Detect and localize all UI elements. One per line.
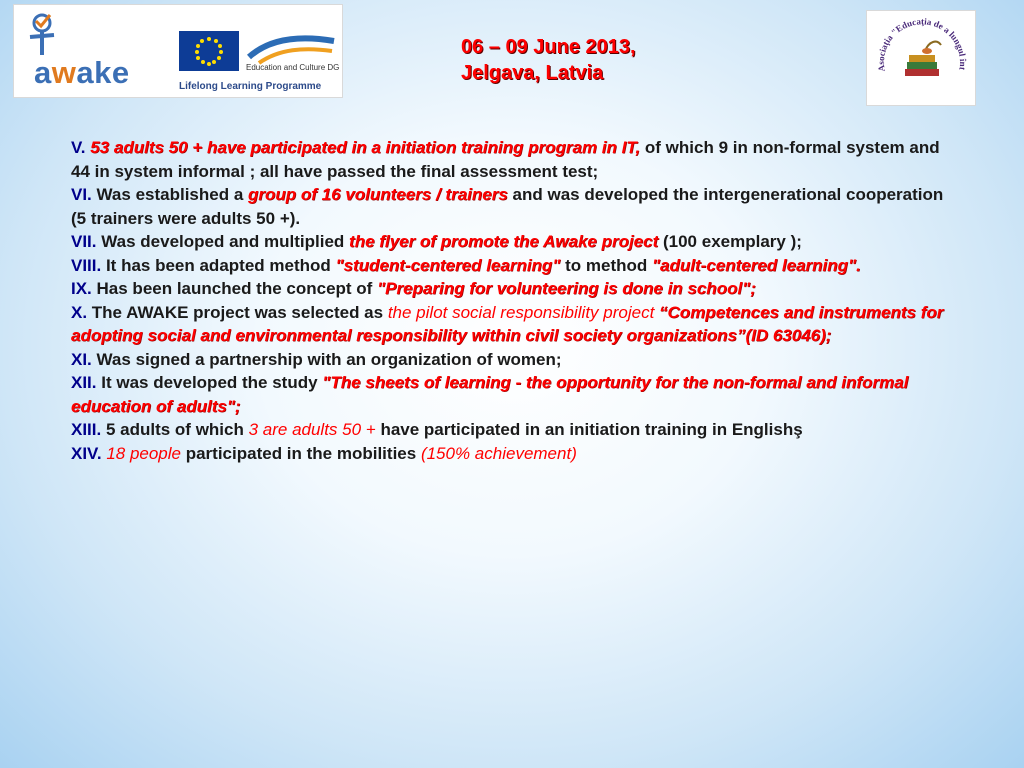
list-item: VI. Was established a group of 16 volunteers / trainers and was developed the intergenerational cooperation (5 trainers were adults 50 +). — [71, 185, 944, 228]
awake-letters-rest: ake — [76, 55, 130, 90]
awake-letter-a: a — [34, 55, 52, 90]
event-date-location — [461, 34, 636, 86]
list-item: XIII. 5 adults of which 3 are adults 50 + have participated in an initiation training in Englishş — [71, 420, 803, 439]
list-item: IX. Has been launched the concept of "Preparing for volunteering is done in school"; — [71, 279, 756, 298]
association-name-text: Asociaţia "Educaţia de a lungul înt — [875, 16, 969, 73]
awake-wordmark — [34, 55, 130, 91]
awake-figure-icon — [22, 11, 62, 61]
list-item: VIII. It has been adapted method "student-centered learning" to method "adult-centered learning". — [71, 255, 861, 275]
education-culture-text: Education and Culture DG — [246, 63, 340, 72]
list-item: XII. It was developed the study "The sheets of learning - the opportunity for the non-formal and informal education of adults"; — [71, 373, 909, 416]
list-item: XIV. 18 people participated in the mobilities (150% achievement) — [71, 443, 577, 463]
list-item: VII. Was developed and multiplied the flyer of promote the Awake project (100 exemplary ); — [71, 232, 802, 251]
awake-letter-w: w — [51, 55, 77, 90]
list-item: X. The AWAKE project was selected as the pilot social responsibility project “Competences and instruments for adopting social and environmental responsibility within civil society organizations”(ID 63046); — [71, 302, 944, 345]
awake-project-logo — [13, 4, 343, 98]
event-date: 06 – 09 June 2013, — [461, 36, 636, 58]
llp-text: Lifelong Learning Programme — [179, 81, 322, 92]
event-location: Jelgava, Latvia — [461, 62, 604, 84]
list-item: V. 53 adults 50 + have participated in a initiation training program in IT, of which 9 in non-formal system and 44 in system informal ; all have passed the final assessment test; — [71, 138, 940, 181]
list-item: XI. Was signed a partnership with an organization of women; — [71, 349, 562, 369]
eu-flag-icon — [179, 31, 239, 71]
achievements-list — [71, 136, 951, 465]
books-icon — [905, 42, 941, 76]
association-logo — [866, 10, 976, 106]
